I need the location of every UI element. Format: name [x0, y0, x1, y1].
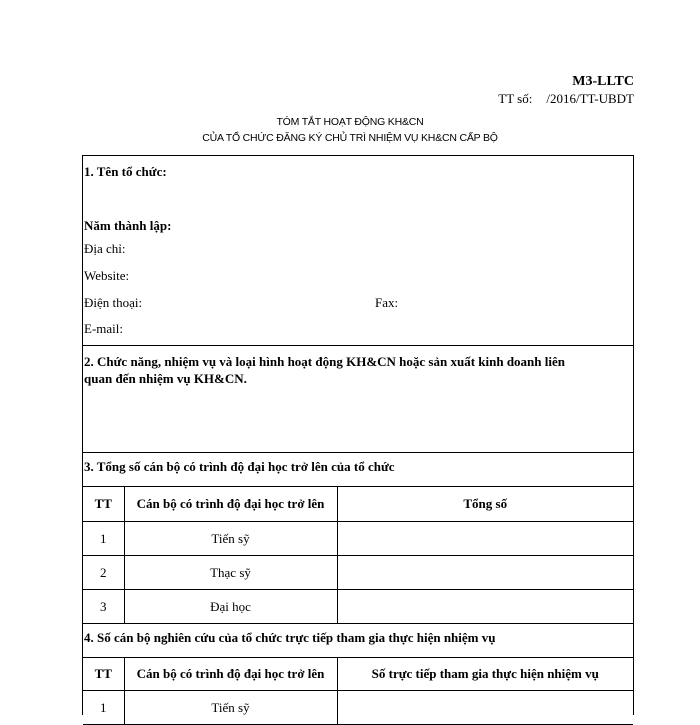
tt-label: TT số:: [498, 91, 533, 106]
row-tt: 3: [83, 590, 124, 624]
row-total-cell[interactable]: [337, 556, 633, 590]
row-total-cell[interactable]: [337, 522, 633, 556]
table-header-row: [83, 487, 633, 522]
phone-label: Điện thoại:: [84, 295, 143, 310]
row-level: Tiến sỹ: [124, 691, 337, 725]
row-tt: 2: [83, 556, 124, 590]
column-header-level: Cán bộ có trình độ đại học trở lên: [124, 658, 337, 691]
form-code: M3-LLTC: [572, 74, 634, 89]
column-header-tt: TT: [83, 487, 124, 522]
row-tt: 1: [83, 522, 124, 556]
row-total-cell[interactable]: [337, 590, 633, 624]
email-label: E-mail:: [84, 321, 123, 336]
founded-year-label: Năm thành lập:: [84, 218, 172, 233]
research-staff-heading: 4. Số cán bộ nghiên cứu của tổ chức trực tiếp tham gia thực hiện nhiệm vụ: [84, 630, 496, 645]
section-research-staff: [83, 623, 633, 657]
table-header-row: [83, 658, 633, 691]
document-title-line2: CỦA TỔ CHỨC ĐĂNG KÝ CHỦ TRÌ NHIỆM VỤ KH&CN CẤP BỘ: [202, 132, 498, 144]
section-organization-info: [83, 156, 633, 346]
org-name-label: 1. Tên tổ chức:: [84, 164, 167, 179]
column-header-tt: TT: [83, 658, 124, 691]
table-row: [83, 556, 633, 590]
website-label: Website:: [84, 268, 130, 283]
row-level: Thạc sỹ: [124, 556, 337, 590]
fax-label: Fax:: [375, 295, 399, 310]
row-level: Đại học: [124, 590, 337, 624]
staff-total-heading: 3. Tổng số cán bộ có trình độ đại học trở lên của tổ chức: [84, 459, 395, 474]
table-row: [83, 691, 633, 725]
document-title-line1: TÓM TẮT HOẠT ĐỘNG KH&CN: [276, 116, 424, 128]
table-row: [83, 590, 633, 624]
column-header-level: Cán bộ có trình độ đại học trở lên: [124, 487, 337, 522]
form-frame: [82, 155, 634, 715]
staff-total-table: [83, 486, 633, 624]
circular-number-line: [498, 91, 634, 107]
section-functions: [83, 346, 633, 453]
functions-heading-line1: 2. Chức năng, nhiệm vụ và loại hình hoạt động KH&CN hoặc sản xuất kinh doanh liên: [84, 354, 565, 369]
row-count-cell[interactable]: [337, 691, 633, 725]
column-header-count: Số trực tiếp tham gia thực hiện nhiệm vụ: [337, 658, 633, 691]
section-staff-total: [83, 453, 633, 487]
row-tt: 1: [83, 691, 124, 725]
row-level: Tiến sỹ: [124, 522, 337, 556]
tt-value: /2016/TT-UBDT: [546, 91, 634, 106]
column-header-total: Tổng số: [337, 487, 633, 522]
functions-heading-line2: quan đến nhiệm vụ KH&CN.: [84, 371, 247, 386]
research-staff-table: [83, 657, 633, 725]
address-label: Địa chỉ:: [84, 241, 126, 256]
table-row: [83, 522, 633, 556]
